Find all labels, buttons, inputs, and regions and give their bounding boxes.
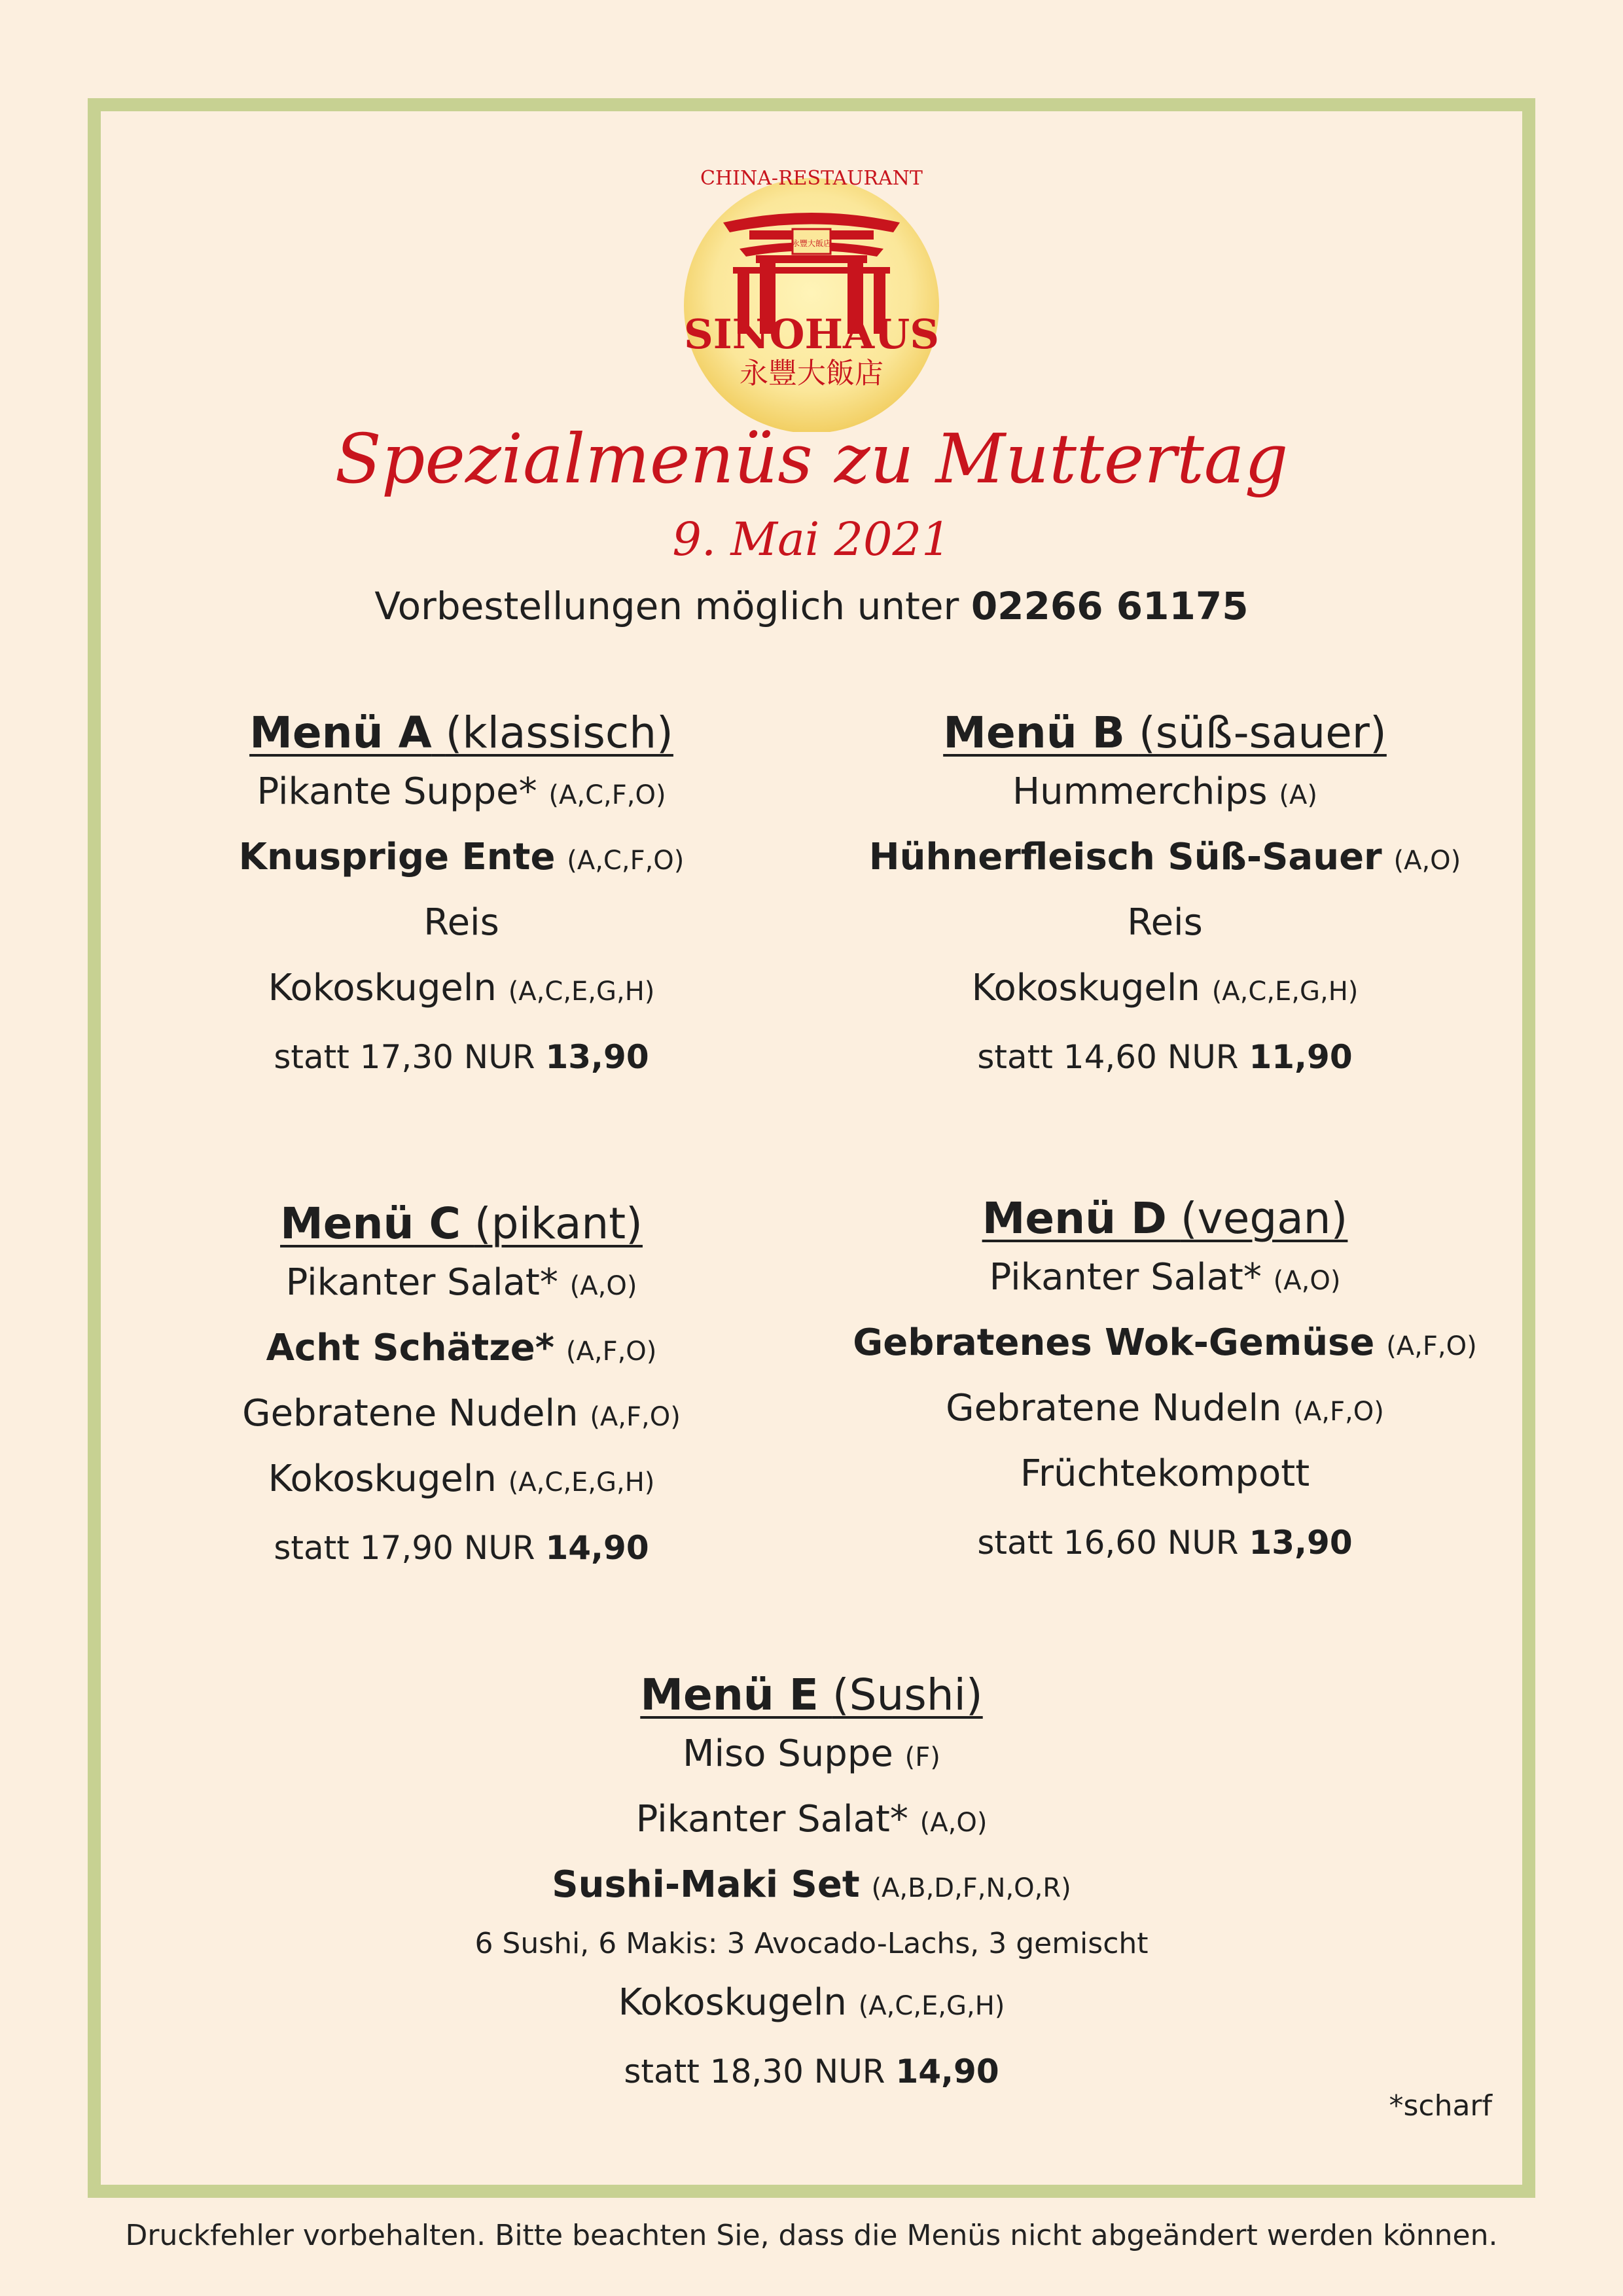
menu-item: Kokoskugeln (A,C,E,G,H)	[268, 967, 655, 1009]
event-date: 9. Mai 2021	[672, 512, 951, 566]
menu-heading: Menü B (süß-sauer)	[943, 708, 1387, 758]
logo-top-text: CHINA-RESTAURANT	[700, 167, 923, 190]
menu-item: Kokoskugeln (A,C,E,G,H)	[971, 967, 1359, 1009]
reservation-text: Vorbestellungen möglich unter	[374, 584, 959, 628]
spicy-note: *scharf	[1389, 2089, 1492, 2123]
menu-b	[825, 707, 1505, 1093]
restaurant-logo	[677, 157, 946, 432]
menu-item: Früchtekompott	[1020, 1452, 1310, 1495]
menu-price: statt 17,30 NUR 13,90	[274, 1038, 649, 1076]
phone-number: 02266 61175	[971, 584, 1249, 628]
gate-sign-text: 永豐大飯店	[791, 239, 832, 248]
menu-heading: Menü E (Sushi)	[640, 1670, 983, 1720]
menu-item-description: 6 Sushi, 6 Makis: 3 Avocado-Lachs, 3 gemischt	[474, 1927, 1149, 1960]
menu-price: statt 18,30 NUR 14,90	[624, 2053, 999, 2090]
menu-item: Knusprige Ente (A,C,F,O)	[238, 836, 685, 878]
menu-item: Reis	[423, 901, 499, 944]
menu-item: Kokoskugeln (A,C,E,G,H)	[268, 1458, 655, 1500]
menu-c	[164, 1198, 759, 1584]
reservation-line	[0, 584, 1623, 628]
menu-price: statt 17,90 NUR 14,90	[274, 1529, 649, 1567]
menu-item: Hummerchips (A)	[1012, 770, 1317, 813]
menu-d	[825, 1193, 1505, 1579]
logo-chinese-name: 永豐大飯店	[740, 357, 883, 390]
menu-item: Hühnerfleisch Süß-Sauer (A,O)	[868, 836, 1461, 878]
menu-item: Gebratene Nudeln (A,F,O)	[946, 1387, 1384, 1429]
menu-a	[164, 707, 759, 1093]
menu-item: Gebratenes Wok-Gemüse (A,F,O)	[853, 1321, 1477, 1364]
menu-e	[353, 1669, 1270, 2108]
menu-item: Miso Suppe (F)	[683, 1732, 940, 1775]
menu-item: Pikanter Salat* (A,O)	[285, 1261, 637, 1304]
menu-item: Sushi-Maki Set (A,B,D,F,N,O,R)	[552, 1863, 1071, 1906]
menu-item: Reis	[1127, 901, 1203, 944]
menu-heading: Menü A (klassisch)	[249, 708, 673, 758]
menu-item: Gebratene Nudeln (A,F,O)	[242, 1392, 681, 1435]
menu-price: statt 14,60 NUR 11,90	[977, 1038, 1353, 1076]
page-title: Spezialmenüs zu Muttertag	[334, 419, 1289, 499]
menu-price: statt 16,60 NUR 13,90	[977, 1524, 1353, 1562]
menu-item: Pikanter Salat* (A,O)	[635, 1798, 988, 1840]
logo-name: SINOHAUS	[684, 310, 939, 358]
menu-item: Pikanter Salat* (A,O)	[989, 1256, 1341, 1299]
menu-heading: Menü D (vegan)	[982, 1193, 1348, 1244]
menu-heading: Menü C (pikant)	[280, 1198, 643, 1249]
menu-item: Acht Schätze* (A,F,O)	[266, 1327, 657, 1369]
footer-disclaimer: Druckfehler vorbehalten. Bitte beachten Sie, dass die Menüs nicht abgeändert werden können.	[125, 2219, 1498, 2252]
menu-item: Kokoskugeln (A,C,E,G,H)	[618, 1981, 1005, 2024]
menu-item: Pikante Suppe* (A,C,F,O)	[257, 770, 666, 813]
